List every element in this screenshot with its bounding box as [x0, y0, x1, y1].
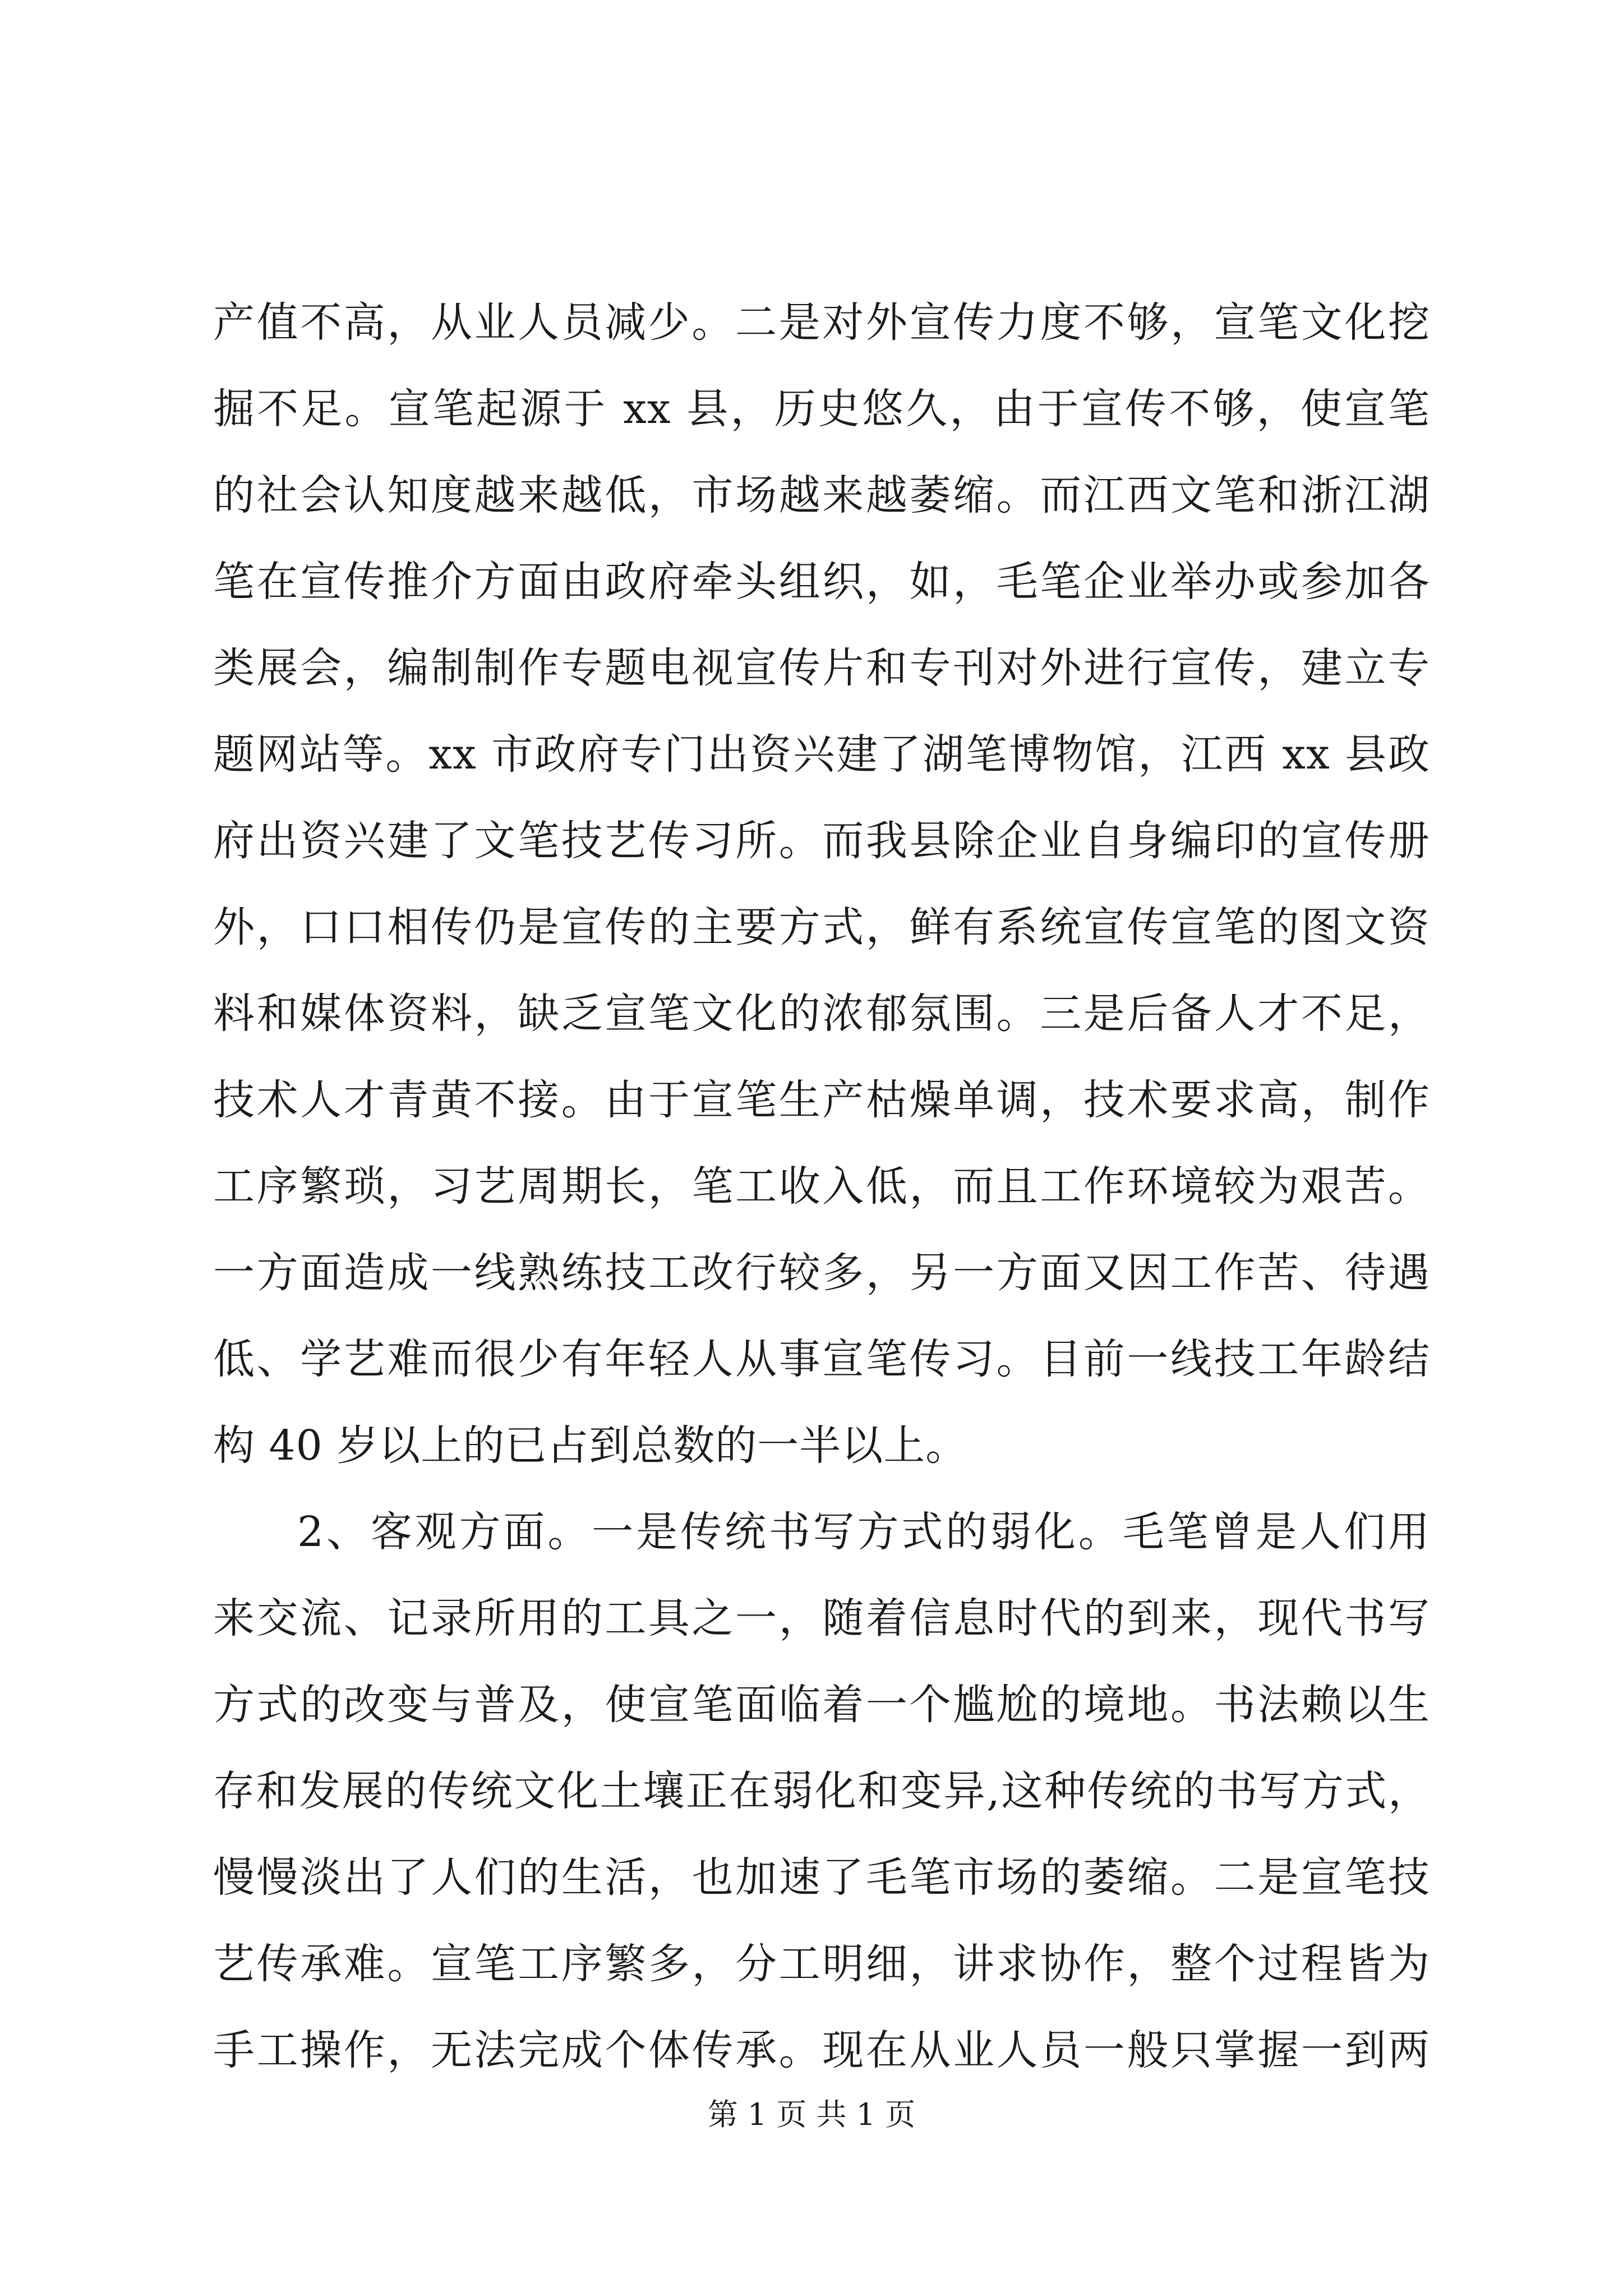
text-line: 产值不高，从业人员减少。二是对外宣传力度不够，宣笔文化挖: [213, 298, 1430, 347]
text-line: 府出资兴建了文笔技艺传习所。而我县除企业自身编印的宣传册: [213, 817, 1430, 865]
text-line: 艺传承难。宣笔工序繁多，分工明细，讲求协作，整个过程皆为: [213, 1940, 1430, 1988]
page-number-label: 第 1 页 共 1 页: [707, 2097, 916, 2132]
text-line: 方式的改变与普及，使宣笔面临着一个尴尬的境地。书法赖以生: [213, 1681, 1430, 1729]
text-line: 工序繁琐，习艺周期长，笔工收入低，而且工作环境较为艰苦。: [213, 1162, 1430, 1211]
text-line: 来交流、记录所用的工具之一，随着信息时代的到来，现代书写: [213, 1594, 1430, 1642]
text-line: 外，口口相传仍是宣传的主要方式，鲜有系统宣传宣笔的图文资: [213, 903, 1430, 951]
text-line: 的社会认知度越来越低，市场越来越萎缩。而江西文笔和浙江湖: [213, 471, 1430, 519]
text-line: 构 40 岁以上的已占到总数的一半以上。: [213, 1421, 968, 1470]
text-line: 笔在宣传推介方面由政府牵头组织，如，毛笔企业举办或参加各: [213, 558, 1430, 606]
text-line: 料和媒体资料，缺乏宣笔文化的浓郁氛围。三是后备人才不足，: [213, 990, 1430, 1038]
text-line: 低、学艺难而很少有年轻人从事宣笔传习。目前一线技工年龄结: [213, 1335, 1430, 1383]
text-line: 一方面造成一线熟练技工改行较多，另一方面又因工作苦、待遇: [213, 1249, 1430, 1297]
text-line: 技术人才青黄不接。由于宣笔生产枯燥单调，技术要求高，制作: [213, 1076, 1430, 1124]
text-line: 类展会，编制制作专题电视宣传片和专刊对外进行宣传，建立专: [213, 644, 1430, 692]
page-footer: [0, 2095, 1623, 2134]
text-line: 掘不足。宣笔起源于 xx 县，历史悠久，由于宣传不够，使宣笔: [213, 385, 1430, 433]
text-line: 慢慢淡出了人们的生活，也加速了毛笔市场的萎缩。二是宣笔技: [213, 1853, 1430, 1902]
text-line: 存和发展的传统文化土壤正在弱化和变异,这种传统的书写方式，: [213, 1767, 1430, 1815]
text-line: 2、客观方面。一是传统书写方式的弱化。毛笔曾是人们用: [297, 1508, 1430, 1556]
document-body: [213, 279, 1430, 2093]
paragraph-2: [213, 1489, 1430, 2093]
paragraph-1: [213, 279, 1430, 1489]
text-line: 手工操作，无法完成个体传承。现在从业人员一般只掌握一到两: [213, 2026, 1430, 2074]
text-line: 题网站等。xx 市政府专门出资兴建了湖笔博物馆，江西 xx 县政: [213, 730, 1430, 779]
